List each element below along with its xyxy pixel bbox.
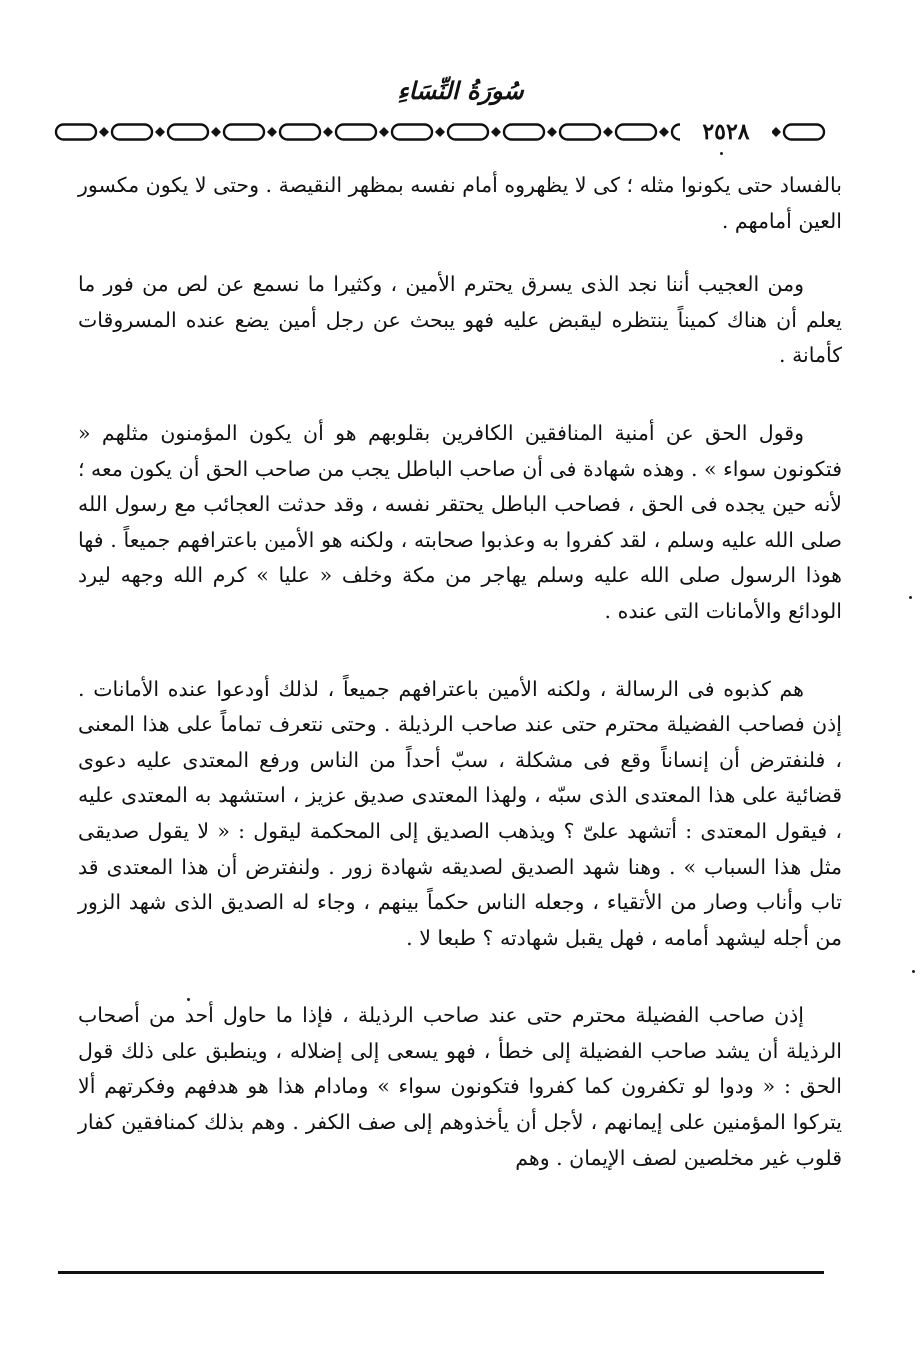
ornament-diamond <box>379 127 389 137</box>
ornament-oval <box>560 125 600 140</box>
ornament-diamond <box>435 127 445 137</box>
ornament-oval <box>56 125 96 140</box>
surah-title: سُورَةُ النِّسَاءِ <box>397 76 524 105</box>
ornament-oval <box>224 125 264 140</box>
ornament-diamond <box>547 127 557 137</box>
paragraph-2: ومن العجيب أننا نجد الذى يسرق يحترم الأمين ، وكثيرا ما نسمع عن لص من فور ما يعلم أن هناك كميناً ينتظره ليقبض عليه فهو يبحث عن رجل أمين يضع عنده المسروقات كأمانة . <box>78 272 842 368</box>
page-number: ٢٥٢٨ <box>680 114 772 150</box>
ornament-diamond <box>659 127 669 137</box>
ornament-oval <box>504 125 544 140</box>
ornament-oval <box>336 125 376 140</box>
ornament-diamond <box>211 127 221 137</box>
ornament-diamond <box>771 127 781 137</box>
paragraph-3: وقول الحق عن أمنية المنافقين الكافرين بقلوبهم هو أن يكون المؤمنون مثلهم « فتكونون سواء » . وهذه شهادة فى أن صاحب الباطل يجب من صاحب الحق أن يكون معه ؛لأنه حين يجده فى الحق ، فصاحب الباطل يحتقر نفسه ، وقد حدثت العجائب مع رسول الله صلى الله عليه وسلم ، لقد كفروا به وعذبوا صحابته ، ولكنه هو الأمين باعترافهم جميعاً . فها هوذا الرسول صلى الله عليه وسلم يهاجر من مكة وخلف « عليا » كرم الله وجهه ليرد الودائع والأمانات التى عنده . <box>78 420 842 623</box>
ornament-oval <box>168 125 208 140</box>
scan-speck <box>909 596 912 599</box>
scan-speck <box>912 970 915 973</box>
ornament-diamond <box>603 127 613 137</box>
paragraph-4: هم كذبوه فى الرسالة ، ولكنه الأمين باعترافهم جميعاً ، لذلك أودعوا عنده الأمانات . إذن فصاحب الفضيلة محترم حتى عند صاحب الرذيلة . وحتى نتعرف تماماً على هذا المعنى ، فلنفترض أن إنساناً وقع فى مشكلة ، سبّ أحداً من الناس ورفع المعتدى عليه دعوى قضائية على هذا المعتدى الذى سبّه ، ولهذا المعتدى صديق عزيز ، استشهد به المعتدى عليه ، فيقول المعتدى : أتشهد علىّ ؟ ويذهب الصديق إلى المحكمة ليقول : « لا يقول صديقى مثل هذا السباب » . وهنا شهد الصديق لصديقه شهادة زور . ولنفترض أن هذا المعتدى قد تاب وأناب وصار من الأتقياء ، وجعله الناس حكماً بينهم ، وجاء له الصديق الذى شهد الزور من أجله ليشهد أمامه ، فهل يقبل شهادته ؟ طبعا لا . <box>78 676 842 950</box>
scan-speck <box>720 152 723 155</box>
paragraph-1: بالفساد حتى يكونوا مثله ؛ كى لا يظهروه أمام نفسه بمظهر النقيصة . وحتى لا يكون مكسور العين أمامهم . <box>78 173 842 233</box>
ornament-oval <box>784 125 824 140</box>
ornament-diamond <box>267 127 277 137</box>
ornament-oval <box>616 125 656 140</box>
paragraph-5: إذن صاحب الفضيلة محترم حتى عند صاحب الرذيلة ، فإذا ما حاول أحد من أصحاب الرذيلة أن يشد صاحب الفضيلة إلى خطأ ، فهو يسعى إلى إضلاله ، وينطبق على ذلك قول الحق : « ودوا لو تكفرون كما كفروا فتكونون سواء » ومادام هذا هو هدفهم وفكرتهم ألا يتركوا المؤمنين على إيمانهم ، لأجل أن يأخذوهم إلى صف الكفر . وهم بذلك كمنافقين كفار قلوب غير مخلصين لصف الإيمان . وهم <box>78 1003 842 1170</box>
ornament-diamond <box>323 127 333 137</box>
ornament-diamond <box>99 127 109 137</box>
ornament-diamond <box>491 127 501 137</box>
ornament-diamond <box>155 127 165 137</box>
ornament-oval <box>112 125 152 140</box>
scan-speck <box>187 998 190 1001</box>
body-text <box>78 168 842 1204</box>
footer-rule <box>58 1271 824 1274</box>
ornament-oval <box>280 125 320 140</box>
decorative-header-band <box>52 114 834 150</box>
ornament-oval <box>392 125 432 140</box>
ornament-oval <box>448 125 488 140</box>
